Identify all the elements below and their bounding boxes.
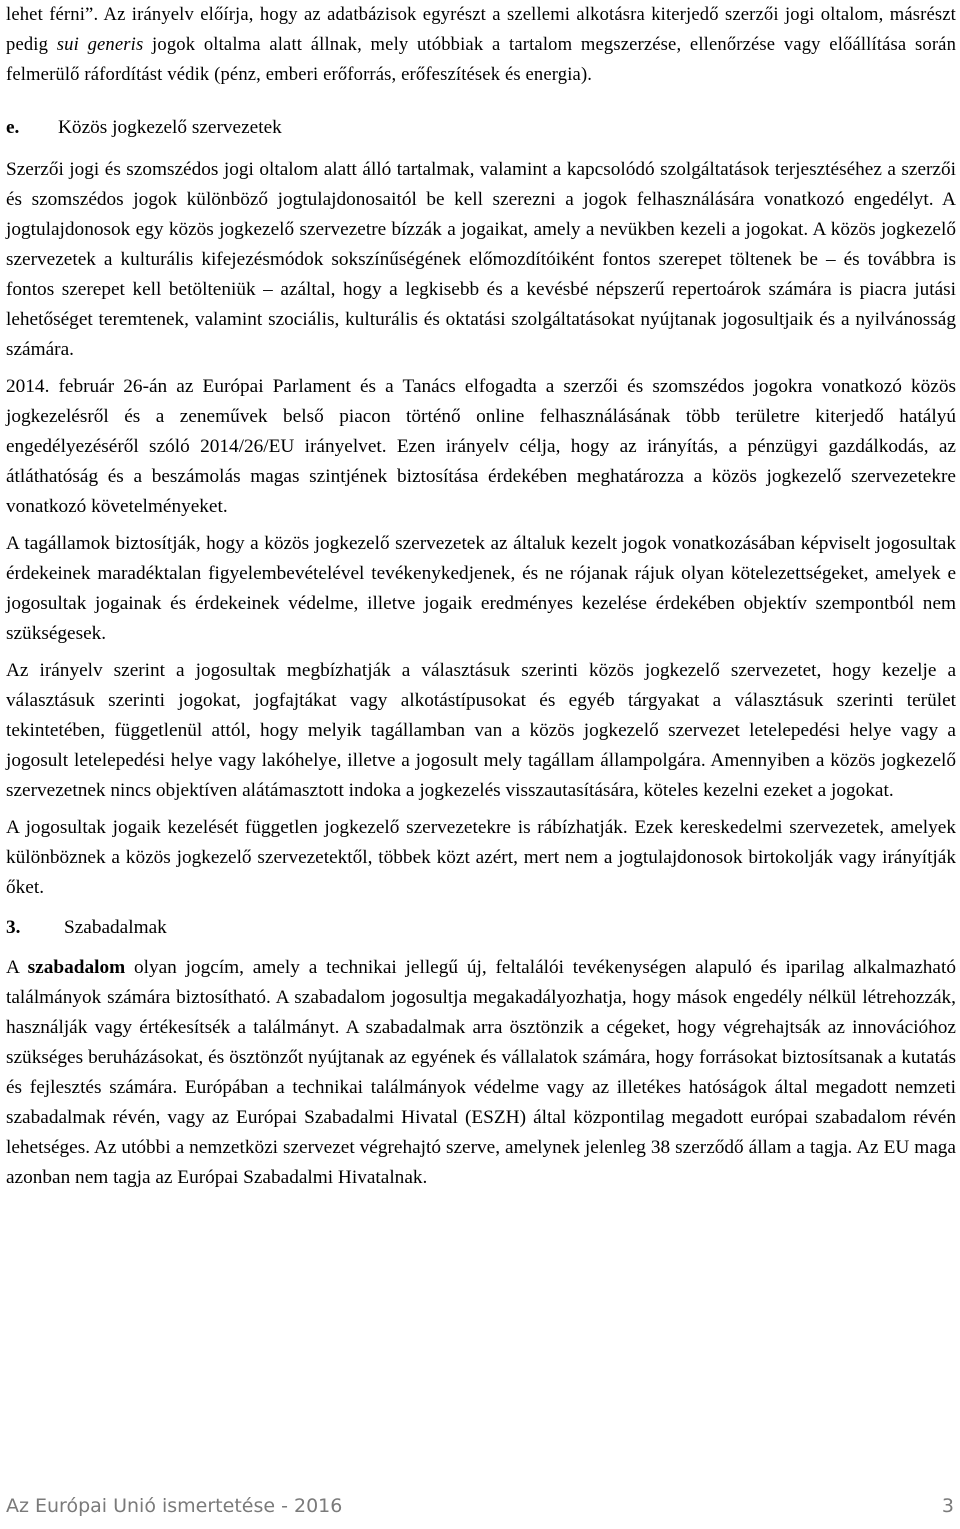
page-number: 3 (941, 1495, 954, 1517)
section-e-marker: e. (6, 117, 20, 138)
section-3-marker: 3. (6, 917, 21, 938)
intro-paragraph (6, 0, 956, 90)
sui-generis-term: sui generis (56, 34, 144, 55)
intro-text-end: jogok oltalma alatt állnak, mely utóbbiak a tartalom megszerzése, ellenőrzése vagy előállítása során felmerülő ráfordítást védik (pénz, emberi erőforrás, erőfeszítések és energia). (6, 34, 957, 85)
paragraph-3-1 (6, 953, 956, 1193)
paragraph-e-2: 2014. február 26-án az Európai Parlament és a Tanács elfogadta a szerzői és szomszédos jogokra vonatkozó közös jogkezelésről és a zeneművek belső piacon történő online felhasználásának több területre kiterjedő hatályú engedélyezéséről szóló 2014/26/EU irányelvet. Ezen irányelv célja, hogy az irányítás, a pénzügyi gazdálkodás, az átláthatóság és a beszámolás magas szintjének biztosítása érdekében meghatározza a közös jogkezelő szervezetekre vonatkozó követelményeket. (6, 376, 956, 517)
paragraph-e-3: A tagállamok biztosítják, hogy a közös jogkezelő szervezetek az általuk kezelt jogok vonatkozásában képviselt jogosultak érdekeinek maradéktalan figyelembevételével tevékenykedjenek, és ne rójanak rájuk olyan kötelezettségeket, amelyek e jogosultak jogainak és érdekeinek védelme, illetve jogaik eredményes kezelése érdekében objektív szempontból nem szükségesek. (6, 533, 956, 644)
intro-text-start: lehet férni”. Az irányelv előírja, hogy az adatbázisok egyrészt a szellemi alkotásra kiterjedő szerzői jogi oltalom, másrészt pedig (6, 4, 956, 55)
paragraph-e-1: Szerzői jogi és szomszédos jogi oltalom alatt álló tartalmak, valamint a kapcsolódó szolgáltatások terjesztéséhez a szerzői és szomszédos jogok különböző jogtulajdonosaitól be kell szerezni a jogok felhasználására vonatkozó engedélyt. A jogtulajdonosok egy közös jogkezelő szervezetre bízzák a jogaikat, amely a nevükben kezeli a jogokat. A közös jogkezelő szervezetek a kulturális kifejezésmódok sokszínűségének előmozdítóiként fontos szerepet töltenek be – és továbbra is fontos szerepet kell betölteniük – azáltal, hogy a legkisebb és a kevésbé népszerű repertoárok számára is piacra jutási lehetőséget teremtenek, valamint szociális, kulturális és oktatási szolgáltatásokat nyújtanak jogosultjaik és a nyilvánosság számára. (6, 159, 956, 360)
paragraph-3-1-end: olyan jogcím, amely a technikai jellegű új, feltalálói tevékenységen alapuló és iparilag alkalmazható találmányok számára biztosítható. A szabadalom jogosultja megakadályozhatja, hogy mások engedély nélkül létrehozzák, használják vagy értékesítsék a találmányt. A szabadalmak arra ösztönzik a cégeket, hogy végrehajtsák az innovációhoz szükséges beruházásokat, és ösztönzőt nyújtanak az egyének és vállalatok számára, hogy forrásokat biztosítsanak a kutatás és fejlesztés számára. Európában a technikai találmányok védelme vagy az illetékes hatóságok által megadott nemzeti szabadalmak révén, vagy az Európai Szabadalmi Hivatal (ESZH) által központilag megadott európai szabadalom révén lehetséges. Az utóbbi a nemzetközi szervezet végrehajtó szerve, amelynek jelenleg 38 szerződő állam a tagja. Az EU maga azonban nem tagja az Európai Szabadalmi Hivatalnak. (6, 957, 956, 1188)
section-3-heading (6, 913, 956, 943)
paragraph-e-4: Az irányelv szerint a jogosultak megbízhatják a választásuk szerinti közös jogkezelő szervezetet, hogy kezelje a választásuk szerinti jogokat, jogfajtákat vagy alkotástípusokat és egyéb tárgyakat a választásuk szerinti terület tekintetében, függetlenül attól, hogy melyik tagállamban van a közös jogkezelő szervezet letelepedési helye vagy a jogosult letelepedési helye vagy lakóhelye, illetve a jogosult mely tagállam állampolgára. Amennyiben a közös jogkezelő szervezetnek nincs objektíven alátámasztott indoka a jogkezelés visszautasítására, köteles kezelni ezeket a jogokat. (6, 660, 956, 801)
section-3-title: Szabadalmak (64, 917, 167, 938)
paragraph-3-1-start: A (6, 957, 28, 978)
paragraph-e-5: A jogosultak jogaik kezelését független jogkezelő szervezetekre is rábízhatják. Ezek kereskedelmi szervezetek, amelyek különböznek a közös jogkezelő szervezetektől, többek közt azért, mert nem a jogtulajdonosok birtokolják vagy irányítják őket. (6, 817, 956, 898)
szabadalom-term: szabadalom (27, 957, 126, 978)
section-e-title: Közös jogkezelő szervezetek (58, 117, 282, 138)
section-e-heading (6, 113, 956, 143)
page-footer (6, 1495, 954, 1517)
footer-title: Az Európai Unió ismertetése - 2016 (6, 1495, 343, 1517)
document-page (6, 0, 956, 1193)
